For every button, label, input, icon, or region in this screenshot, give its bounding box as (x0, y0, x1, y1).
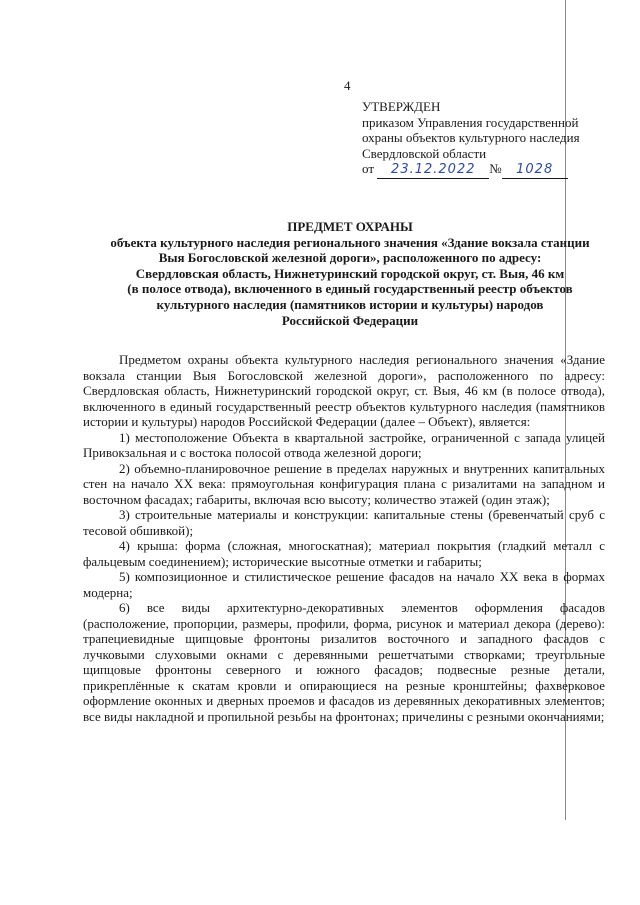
title-line: объекта культурного наследия регионального значения «Здание вокзала станции (110, 234, 590, 250)
body-paragraph: 1) местоположение Объекта в квартальной застройке, ограниченной с запада улицей Привокзальная и с востока полосой отвода железной дороги; (83, 429, 605, 460)
title-line: (в полосе отвода), включенного в единый государственный реестр объектов (127, 281, 573, 297)
approval-line: охраны объектов культурного наследия (362, 130, 580, 146)
approval-block (362, 99, 622, 179)
title-line: Российской Федерации (281, 312, 419, 328)
title-line: Выя Богословской железной дороги», расположенного по адресу: (158, 250, 542, 266)
body-paragraph: 2) объемно-планировочное решение в пределах наружных и внутренних капитальных стен на начало XX века: прямоугольная конфигурация плана с ризалитами на западном и восточном фасадах; габариты, включая всю высоту; количество этажей (один этаж); (83, 460, 605, 507)
body-paragraph: 5) композиционное и стилистическое решение фасадов на начало XX века в формах модерна; (83, 569, 605, 600)
title-main: ПРЕДМЕТ ОХРАНЫ (287, 219, 413, 234)
number-field (502, 161, 568, 179)
approval-date-row (362, 161, 622, 179)
title-line: культурного наследия (памятников истории и культуры) народов (156, 296, 544, 312)
approval-line: Свердловской области (362, 145, 487, 161)
approval-heading: УТВЕРЖДЕН (362, 99, 441, 114)
document-body (83, 352, 605, 724)
handwritten-date: 23.12.2022 (391, 162, 476, 178)
body-paragraph: 4) крыша: форма (сложная, многоскатная); материал покрытия (гладкий металл с фальцевым соединением); исторические высотные отметки и габариты; (83, 538, 605, 569)
date-prefix: от (362, 161, 375, 177)
number-prefix: № (489, 161, 502, 177)
page-number: 4 (344, 78, 351, 93)
body-paragraph: Предметом охраны объекта культурного наследия регионального значения «Здание вокзала станции Выя Богословской железной дороги», расположенного по адресу: Свердловская область, Нижнетуринский городской округ, ст. Выя, 46 км (в полосе отвода), включенного в единый государственный реестр объектов культурного наследия (памятников истории и культуры) народов Российской Федерации (далее – Объект), является: (83, 352, 605, 429)
approval-line: приказом Управления государственной (362, 114, 579, 130)
date-field (377, 161, 489, 179)
handwritten-number: 1028 (516, 162, 554, 178)
document-title (60, 219, 640, 328)
body-paragraph: 3) строительные материалы и конструкции: капитальные стены (бревенчатый сруб с тесовой обшивкой); (83, 507, 605, 538)
title-line: Свердловская область, Нижнетуринский городской округ, ст. Выя, 46 км (135, 265, 565, 281)
body-paragraph: 6) все виды архитектурно-декоративных элементов оформления фасадов (расположение, пропорции, размеры, профили, форма, рисунок и материал декора (дерево): трапециевидные щипцовые фронтоны ризалитов восточного и западного фасадов с лучковыми слуховыми окнами с деревянными решетчатыми створками; треугольные щипцовые фронтоны северного и южного фасадов; подвесные резные детали, прикреплённые к скатам кровли и опирающиеся на резные кронштейны; фахверковое оформление оконных и дверных проемов и фасадов из деревянных декоративных элементов; все виды накладной и пропильной резьбы на фронтонах; причелины с резными окончаниями; (83, 600, 605, 724)
